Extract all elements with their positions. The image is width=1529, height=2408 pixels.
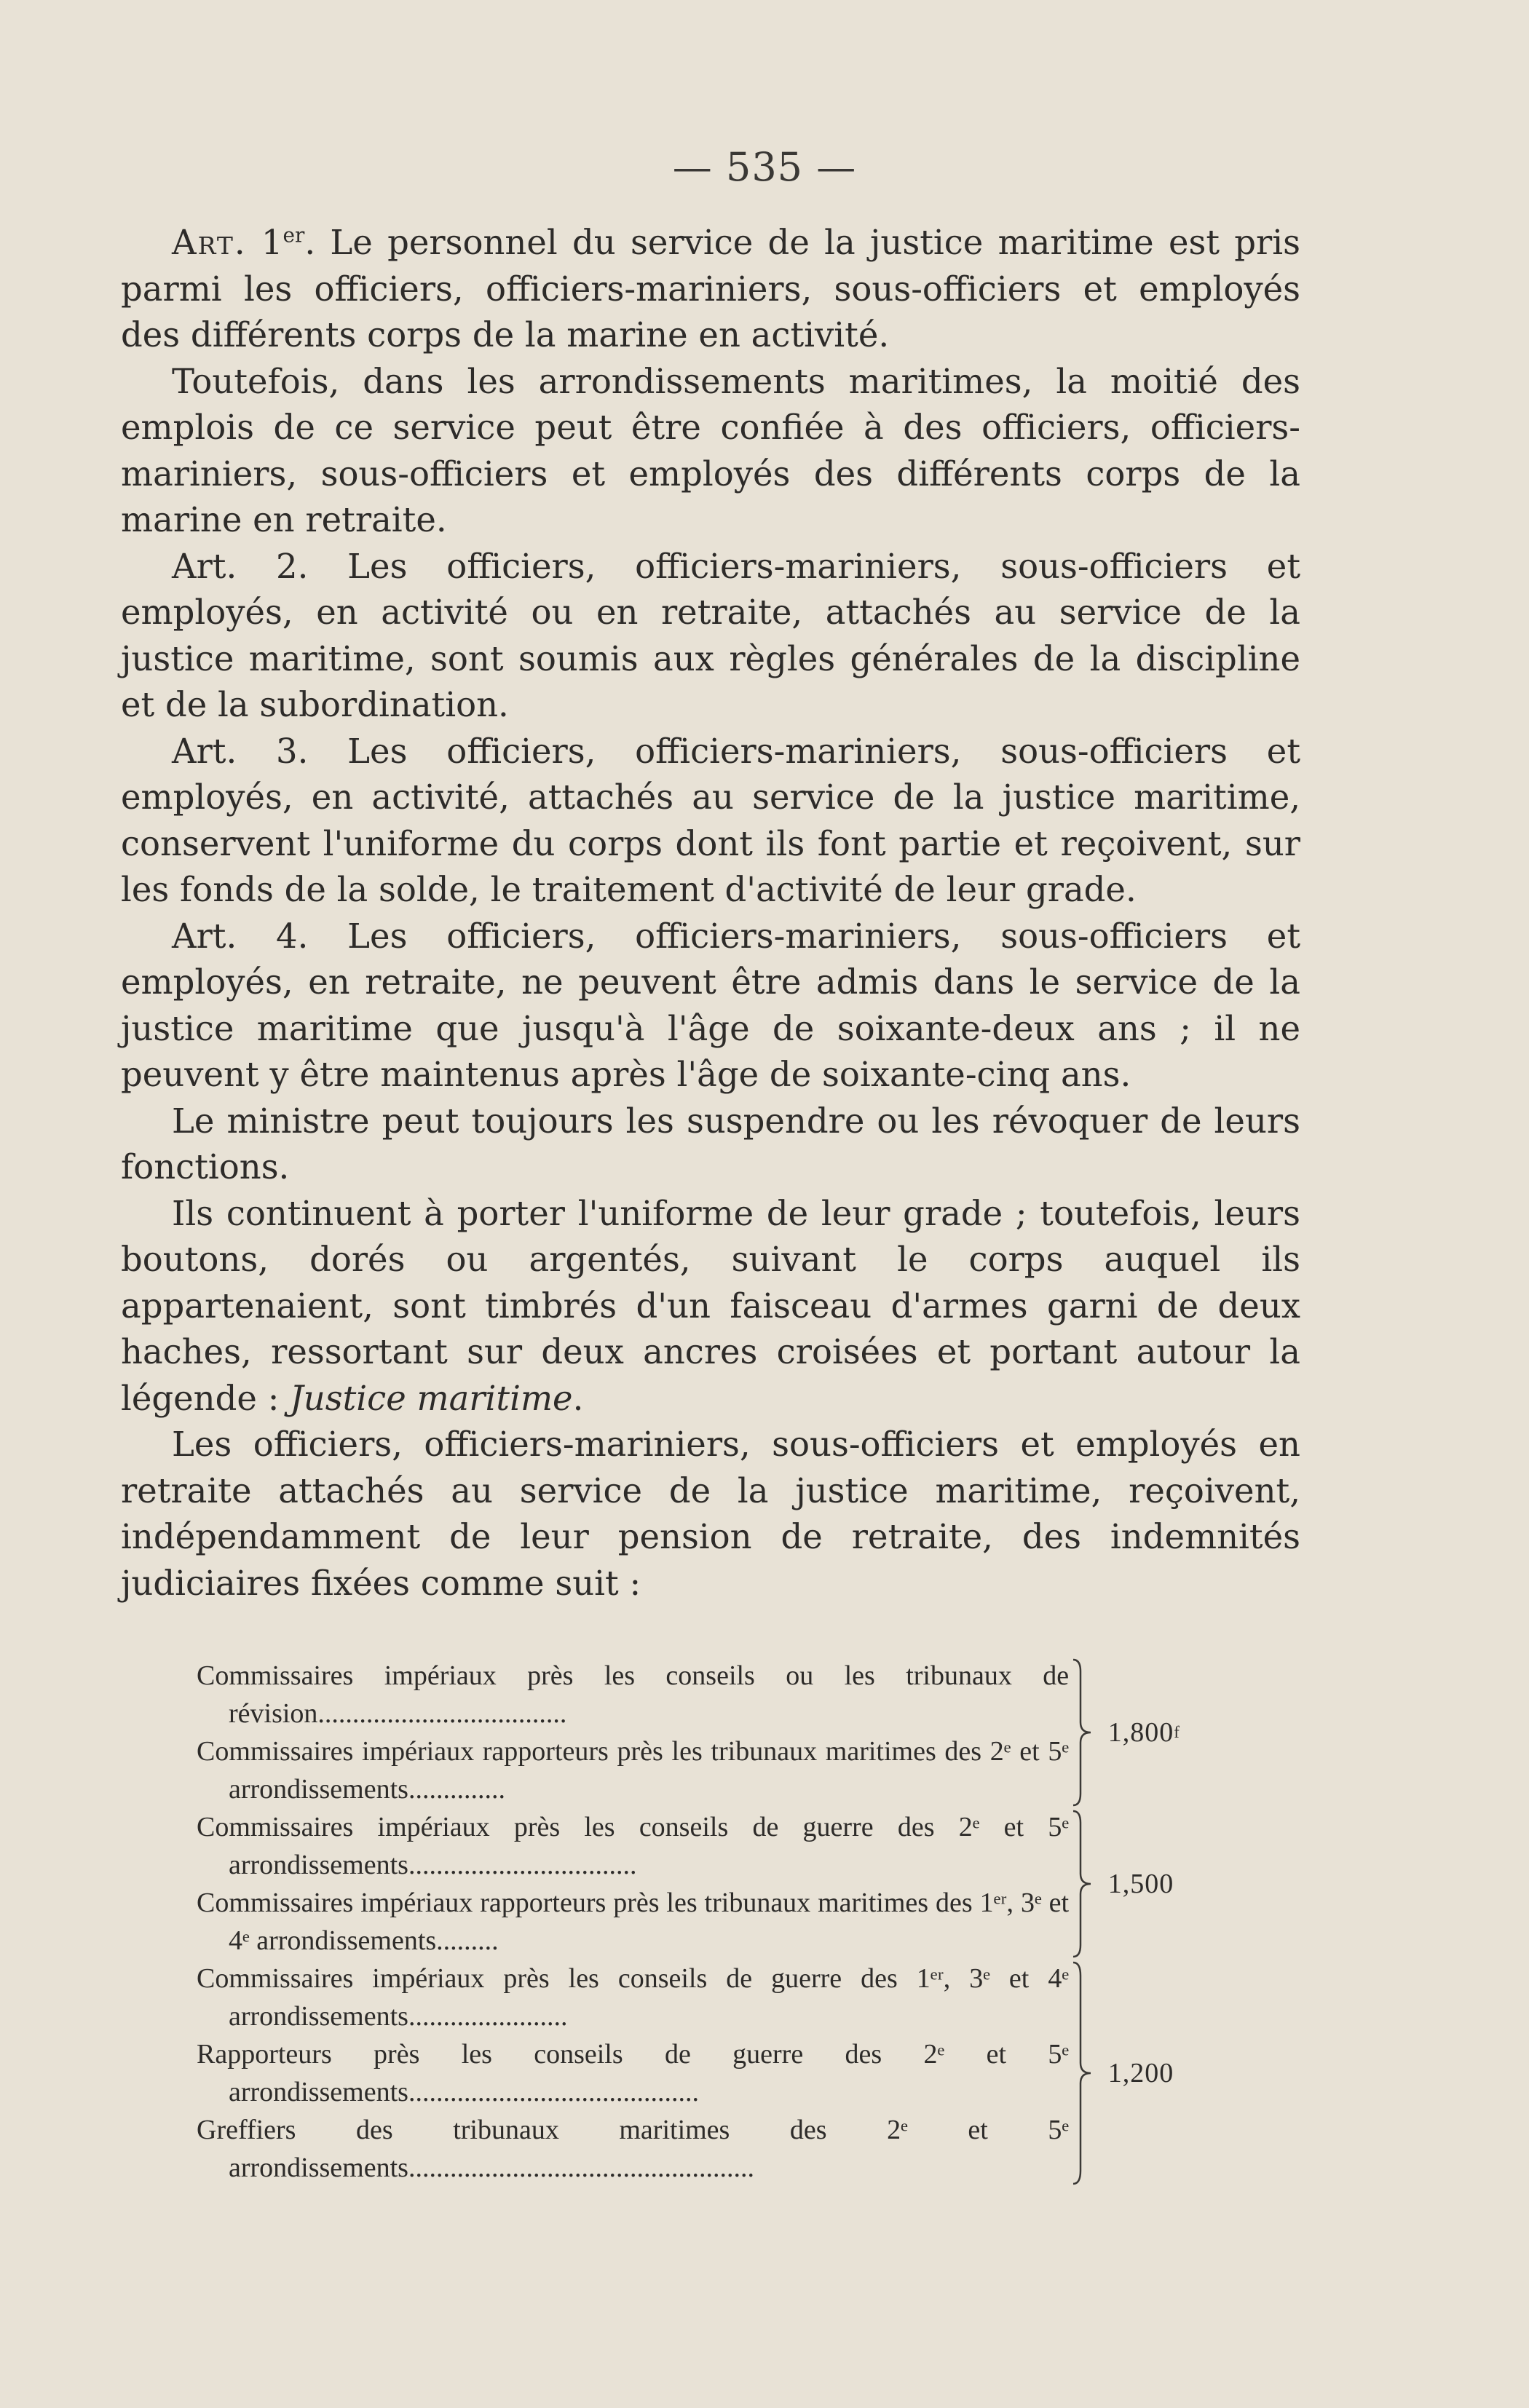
article-4-paragraph: Art. 4. Les officiers, officiers-mariniers, sous-officiers et employés, en retraite, ne peuvent être admis dans le service de la justice maritime que jusqu'à l'âge de soixante-deux ans ; il ne peuvent y être maintenus après l'âge de soixante-cinq ans. xyxy=(121,916,1300,1094)
article-4-indemnity-paragraph: Les officiers, officiers-mariniers, sous-officiers et employés en retraite attachés au service de la justice maritime, reçoivent, indépendamment de leur pension de retraite, des indemnités judiciaires fixées comme suit : xyxy=(121,1425,1300,1603)
article-body xyxy=(121,220,1300,1607)
article-1-text: . Le personnel du service de la justice maritime est pris parmi les officiers, officiers-mariniers, sous-officiers et employés des différents corps de la marine en activité. xyxy=(121,223,1301,355)
article-4-minister-paragraph: Le ministre peut toujours les suspendre ou les révoquer de leurs fonctions. xyxy=(121,1101,1300,1187)
uniform-text: Ils continuent à porter l'uniforme de leur grade ; toutefois, leurs boutons, dorés ou argentés, suivant le corps auquel ils appartenaient, sont timbrés d'un faisceau d'armes garni de deux haches, ressortant sur deux ancres croisées et portant autour la légende : xyxy=(121,1193,1300,1418)
indemnity-group-3 xyxy=(197,1960,1230,2187)
brace-icon xyxy=(1069,1657,1098,1808)
indemnity-item: Commissaires impériaux près les conseils ou les tribunaux de révision.................................... xyxy=(197,1660,1070,1729)
indemnity-amount xyxy=(1098,1960,1230,2187)
amount-value: 1,200 xyxy=(1107,2058,1174,2088)
article-2-paragraph: Art. 2. Les officiers, officiers-mariniers, sous-officiers et employés, en activité ou en retraite, attachés au service de la justice maritime, sont soumis aux règles générales de la discipline et de la subordination. xyxy=(121,546,1300,724)
indemnity-amount xyxy=(1098,1808,1230,1960)
indemnity-table xyxy=(197,1657,1230,2187)
indemnity-item: Commissaires impériaux rapporteurs près les tribunaux maritimes des 2ᵉ et 5ᵉ arrondissements.............. xyxy=(197,1736,1070,1805)
indemnity-item: Greffiers des tribunaux maritimes des 2ᵉ et 5ᵉ arrondissements.................................................. xyxy=(197,2115,1070,2183)
article-4-uniform-paragraph xyxy=(121,1191,1300,1422)
article-1-superscript: er xyxy=(283,223,305,247)
indemnity-item: Rapporteurs près les conseils de guerre des 2ᵉ et 5ᵉ arrondissements.......................................... xyxy=(197,2039,1070,2107)
indemnity-item: Commissaires impériaux près les conseils de guerre des 1ᵉʳ, 3ᵉ et 4ᵉ arrondissements....................... xyxy=(197,1963,1070,2032)
article-1-number: 1 xyxy=(261,223,283,262)
brace-icon xyxy=(1069,1960,1098,2187)
article-1-paragraph xyxy=(121,220,1300,359)
article-1-label: Art. xyxy=(172,223,247,262)
page-number: — 535 — xyxy=(672,144,857,190)
article-3-paragraph: Art. 3. Les officiers, officiers-mariniers, sous-officiers et employés, en activité, attachés au service de la justice maritime, conservent l'uniforme du corps dont ils font partie et reçoivent, sur les fonds de la solde, le traitement d'activité de leur grade. xyxy=(121,731,1300,909)
amount-value: 1,500 xyxy=(1107,1869,1174,1899)
indemnity-group-2 xyxy=(197,1808,1230,1960)
brace-icon xyxy=(1069,1808,1098,1960)
uniform-text-end: . xyxy=(572,1378,584,1418)
indemnity-amount: 1,800 f xyxy=(1098,1657,1230,1808)
indemnity-item: Commissaires impériaux près les conseils de guerre des 2ᵉ et 5ᵉ arrondissements................................. xyxy=(197,1812,1070,1880)
article-1-second-paragraph: Toutefois, dans les arrondissements maritimes, la moitié des emplois de ce service peut être confiée à des officiers, officiers-mariniers, sous-officiers et employés des différents corps de la marine en retraite. xyxy=(121,361,1300,539)
indemnity-group-1 xyxy=(197,1657,1230,1808)
amount-value: 1,800 xyxy=(1107,1717,1174,1748)
legend-italic: Justice maritime xyxy=(290,1378,573,1418)
indemnity-item: Commissaires impériaux rapporteurs près les tribunaux maritimes des 1ᵉʳ, 3ᵉ et 4ᵉ arrondissements......... xyxy=(197,1888,1070,1956)
